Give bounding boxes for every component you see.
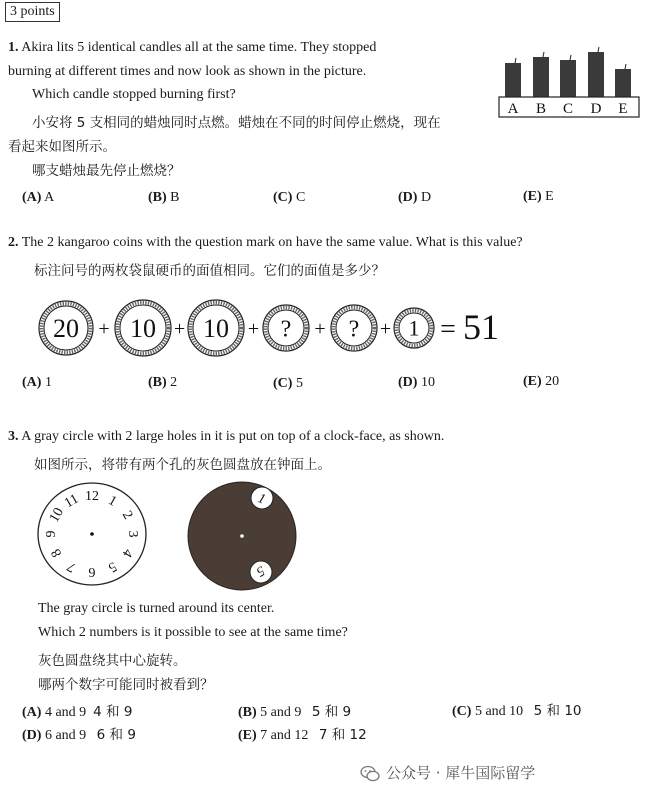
q1-choice-d[interactable]: (D) D bbox=[398, 190, 432, 205]
q2-choice-e[interactable]: (E) 20 bbox=[523, 374, 560, 389]
coin-20 bbox=[39, 301, 93, 355]
q2-text-1: The 2 kangaroo coins with the question mark on have the same value. What is this value? bbox=[21, 235, 523, 250]
hole-bottom-number: 5 bbox=[253, 562, 268, 579]
coin-unknown bbox=[331, 305, 377, 351]
candle-wick bbox=[543, 52, 544, 57]
q2-choice-a[interactable]: (A) 1 bbox=[22, 375, 52, 390]
q2-choice-d[interactable]: (D) 10 bbox=[398, 375, 435, 390]
clock-number-6: 6 bbox=[88, 564, 96, 579]
q3-choice-b[interactable]: (B) 5 and 9 5 和 9 bbox=[238, 704, 352, 720]
svg-text:1: 1 bbox=[408, 315, 420, 341]
candle-label: A bbox=[507, 101, 519, 117]
candle-label: C bbox=[562, 101, 574, 117]
hole-bottom bbox=[250, 561, 272, 583]
clock-number-8: 8 bbox=[48, 545, 66, 560]
candle-d bbox=[588, 52, 604, 97]
q3-text-1: A gray circle with 2 large holes in it is put on top of a clock-face, as shown. bbox=[21, 429, 445, 444]
coin-10 bbox=[188, 300, 244, 356]
q1-text-3: Which candle stopped burning first? bbox=[32, 87, 236, 102]
svg-text:20: 20 bbox=[53, 314, 79, 344]
plus-sign: + bbox=[247, 318, 260, 340]
coin-10 bbox=[115, 300, 171, 356]
svg-text:?: ? bbox=[348, 316, 360, 343]
hole-top-number: 1 bbox=[255, 491, 268, 508]
q1-zh-3: 哪支蜡烛最先停止燃烧？ bbox=[32, 163, 181, 179]
q2-zh-1: 标注问号的两枚袋鼠硬币的面值相同。它们的面值是多少？ bbox=[34, 263, 385, 279]
candles-group bbox=[505, 47, 631, 97]
clock-number-9: 9 bbox=[44, 530, 59, 538]
watermark-text: 公众号 · 犀牛国际留学 bbox=[386, 764, 536, 782]
q3-number: 3. bbox=[8, 429, 19, 444]
clock-number-10: 10 bbox=[46, 505, 67, 526]
q1-number: 1. bbox=[8, 40, 19, 55]
candle-label: D bbox=[590, 101, 602, 117]
watermark bbox=[360, 762, 535, 783]
q1-text-1: Akira lits 5 identical candles all at the same time. They stopped bbox=[21, 40, 377, 55]
coins-equation bbox=[30, 292, 510, 362]
q3-zh-1: 如图所示，将带有两个孔的灰色圆盘放在钟面上。 bbox=[34, 457, 331, 473]
q3-text-3: Which 2 numbers is it possible to see at the same time? bbox=[38, 625, 348, 640]
q1-zh-1: 小安将 5 支相同的蜡烛同时点燃。蜡烛在不同的时间停止燃烧，现在 bbox=[32, 115, 441, 131]
gray-disk bbox=[186, 480, 300, 592]
q3-zh-3: 哪两个数字可能同时被看到？ bbox=[38, 677, 214, 693]
plus-sign: + bbox=[173, 318, 186, 340]
coin-1 bbox=[394, 308, 434, 348]
candle-label: E bbox=[618, 101, 628, 117]
result-value: 51 bbox=[463, 307, 499, 347]
candle-label: B bbox=[535, 101, 547, 117]
hole-top bbox=[251, 487, 273, 509]
plus-sign: + bbox=[314, 318, 326, 340]
candle-b bbox=[533, 57, 549, 97]
svg-text:?: ? bbox=[280, 316, 292, 343]
q3-choice-d[interactable]: (D) 6 and 9 6 和 9 bbox=[22, 727, 136, 743]
q2-choice-c[interactable]: (C) 5 bbox=[273, 376, 303, 391]
plus-sign: + bbox=[98, 318, 110, 340]
disk-center bbox=[240, 534, 244, 538]
candle-c bbox=[560, 60, 576, 97]
equals-sign: = bbox=[440, 314, 456, 345]
q3-choice-c[interactable]: (C) 5 and 10 5 和 10 bbox=[452, 703, 582, 719]
clock-number-1: 1 bbox=[105, 493, 120, 510]
q3-text-2: The gray circle is turned around its center. bbox=[38, 601, 275, 616]
clock-face bbox=[34, 480, 150, 588]
q2-number: 2. bbox=[8, 235, 19, 250]
points-label: 3 points bbox=[5, 2, 60, 22]
q1-zh-2: 看起来如图所示。 bbox=[8, 139, 116, 155]
clock-number-7: 7 bbox=[64, 558, 79, 575]
candle-a bbox=[505, 63, 521, 97]
q1-choice-c[interactable]: (C) C bbox=[273, 190, 306, 205]
plus-sign: + bbox=[379, 318, 392, 340]
coins-group bbox=[39, 300, 434, 356]
q2-line1 bbox=[8, 235, 523, 251]
q1-choice-b[interactable]: (B) B bbox=[148, 190, 180, 205]
q1-choice-e[interactable]: (E) E bbox=[523, 189, 554, 204]
q3-choice-a[interactable]: (A) 4 and 9 4 和 9 bbox=[22, 704, 133, 720]
q3-line1 bbox=[8, 429, 444, 445]
clock-number-3: 3 bbox=[125, 530, 140, 538]
q1-line1 bbox=[8, 40, 376, 56]
q3-zh-2: 灰色圆盘绕其中心旋转。 bbox=[38, 653, 187, 669]
candles-figure bbox=[496, 42, 644, 120]
coin-unknown bbox=[263, 305, 309, 351]
clock-number-5: 5 bbox=[105, 558, 120, 575]
q1-choice-a[interactable]: (A) A bbox=[22, 190, 55, 205]
q2-choice-b[interactable]: (B) 2 bbox=[148, 375, 178, 390]
candle-wick bbox=[515, 58, 516, 63]
wechat-icon bbox=[360, 765, 380, 783]
clock-number-4: 4 bbox=[118, 545, 136, 560]
q1-text-2: burning at different times and now look as shown in the picture. bbox=[8, 64, 367, 79]
candle-e bbox=[615, 69, 631, 97]
q3-choice-e[interactable]: (E) 7 and 12 7 和 12 bbox=[238, 727, 367, 743]
clock-number-12: 12 bbox=[85, 489, 99, 504]
clock-number-2: 2 bbox=[118, 508, 136, 523]
clock-number-11: 11 bbox=[62, 491, 82, 512]
candle-wick bbox=[570, 55, 571, 60]
candle-wick bbox=[598, 47, 599, 52]
candle-wick bbox=[625, 64, 626, 69]
svg-text:10: 10 bbox=[203, 314, 229, 344]
clock-center bbox=[90, 532, 94, 536]
svg-text:10: 10 bbox=[130, 314, 156, 344]
